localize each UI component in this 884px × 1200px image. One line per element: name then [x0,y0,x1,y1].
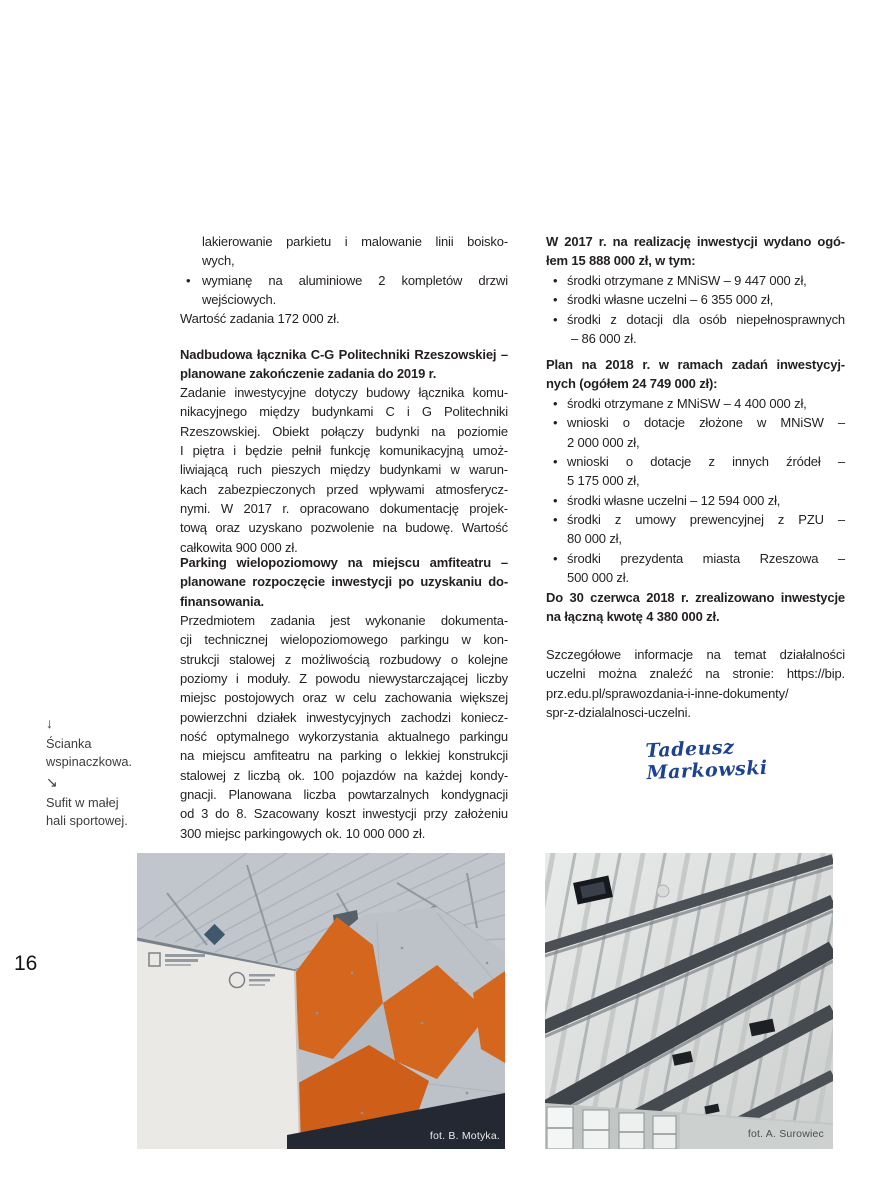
text-line: kach zabezpieczonych przed wpływami atmosferycz- [180,481,508,497]
bullet-text: środki własne uczelni – 6 355 000 zł, [567,292,774,308]
text-line: prz.edu.pl/sprawozdania-i-inne-dokumenty/ [546,685,789,701]
caption-line: Sufit w małej [46,795,119,810]
heading-line: Parking wielopoziomowy na miejscu amfiteatru – [180,555,508,570]
bullet-list-2018 [546,394,845,587]
bullet-text: środki z umowy prewencyjnej z PZU – [567,512,845,528]
text-line: nikacyjnego między budynkami C i G Politechniki [180,404,508,420]
text-line: ność optymalnego wykorzystania aktualnego parkingu [180,729,508,745]
heading-line: łem 15 888 000 zł, w tym: [546,253,696,269]
bullet-item [546,549,845,568]
left-column-intro [180,232,508,329]
text-line: od 3 do 8. Szacowany koszt inwestycji przy założeniu [180,806,508,822]
margin-caption-climbing-wall [46,714,164,771]
text-line: nymi. W 2017 r. opracowano dokumentację projek- [180,501,508,517]
bullet-marker: • [553,415,558,431]
climbing-wall-photo [137,853,505,1149]
text-line: spr-z-dzialalnosci-uczelni. [546,705,691,721]
text-line: liwiającą ruch pieszych między budynkami w warun- [180,462,508,478]
text-line: gnacji. Planowana liczba powtarzalnych kondygnacji [180,787,508,803]
heading-spending-2017 [546,232,845,271]
text-line: na miejscu amfiteatru na parking o lekkiej konstrukcji [180,748,508,764]
text-line: Do 30 czerwca 2018 r. zrealizowano inwestycje [546,590,845,605]
heading-plan-2018 [546,355,845,394]
down-right-arrow-icon: ↘ [46,774,58,790]
bullet-marker: • [553,550,558,566]
bullet-item [546,452,845,471]
heading-line: nych (ogółem 24 749 000 zł): [546,376,718,392]
section-heading-nadbudowa [180,345,508,384]
bullet-text: środki otrzymane z MNiSW – 9 447 000 zł, [567,273,807,288]
text-line: poziomy i moduły. Z powodu niewystarczającej liczby [180,671,508,687]
section-heading-parking [180,553,508,611]
heading-line: planowane zakończenie zadania do 2019 r. [180,366,437,382]
text-line: I piętra i będzie pełnił funkcję komunikacyjną umoż- [180,443,508,459]
bullet-text: wnioski o dotacje z innych źródeł – [567,454,845,470]
bullet-item [546,491,845,510]
caption-line: Ścianka [46,736,92,751]
bullet-marker: • [553,492,558,508]
bullet-marker: • [553,311,558,327]
text-line: 300 miejsc parkingowych ok. 10 000 000 zł. [180,825,426,841]
bullet-item-continuation: – 86 000 zł. [571,331,637,347]
text-line: Wartość zadania 172 000 zł. [180,311,340,327]
down-arrow-icon: ↓ [46,715,53,731]
photo-credit: fot. B. Motyka. [429,1130,500,1142]
bullet-text: wymianę na aluminiowe 2 kompletów drzwi [202,272,508,288]
text-line: strukcji stalowej z możliwością rozbudowy o kolejne [180,651,508,667]
text-line: uczelni można znaleźć na stronie: https://bip. [546,666,845,682]
text-line: stalowej z liczbą ok. 100 pojazdów na każdej kondy- [180,767,508,783]
signature: Tadeusz Markowski [645,736,769,785]
text-line: Szczegółowe informacje na temat działalności [546,647,845,662]
text-line: Przedmiotem zadania jest wykonanie dokumenta- [180,613,508,628]
page-number: 16 [14,952,38,975]
bullet-text: wnioski o dotacje złożone w MNiSW – [567,415,845,431]
bullet-item [546,271,845,290]
bullet-item [546,510,845,529]
text-line: cji technicznej wielopoziomowego parkingu w kon- [180,632,508,648]
bullet-text: środki otrzymane z MNiSW – 4 400 000 zł, [567,396,807,411]
bullet-text: środki własne uczelni – 12 594 000 zł, [567,492,781,508]
heading-line: Plan na 2018 r. w ramach zadań inwestycyj- [546,357,845,372]
text-line: wych, [202,253,235,269]
bullet-item [546,413,845,432]
bullet-item [180,271,508,290]
caption-line: wspinaczkowa. [46,754,133,769]
bullet-text: środki z dotacji dla osób niepełnosprawnych [567,311,845,327]
bullet-marker: • [553,292,558,308]
paragraph-parking [180,611,508,843]
bullet-text: środki prezydenta miasta Rzeszowa – [567,550,845,566]
text-line: tową oraz uzyskano pozwolenie na budowę. Wartość [180,520,508,536]
caption-line: hali sportowej. [46,813,128,828]
paragraph-more-info [546,645,845,722]
heading-line: Nadbudowa łącznika C-G Politechniki Rzeszowskiej – [180,347,508,362]
heading-line: planowane rozpoczęcie inwestycji po uzyskaniu do- [180,574,508,590]
bullet-list-2017 [546,271,845,348]
bullet-item-continuation: 80 000 zł, [567,531,622,547]
margin-caption-ceiling [46,773,164,830]
paragraph-nadbudowa [180,383,508,557]
photo-credit: fot. A. Surowiec [747,1128,824,1140]
bullet-marker: • [553,396,558,411]
bullet-item-continuation: 5 175 000 zł, [567,473,640,489]
text-line: na łączną kwotę 4 380 000 zł. [546,609,720,625]
bullet-item [546,394,845,413]
bullet-marker: • [553,273,558,288]
heading-line: finansowania. [180,593,265,609]
sports-hall-ceiling-photo [545,853,833,1149]
ceiling-illustration [545,853,833,1149]
text-line: miejsc postojowych oraz w celu zachowania większej [180,690,508,706]
text-line: powierzchni działek inwestycyjnych zachodzi koniecz- [180,709,508,725]
bullet-item [546,290,845,309]
bullet-marker: • [553,512,558,528]
text-line: Rzeszowskiej. Obiekt połączy budynki na poziomie [180,423,508,439]
text-line: całkowita 900 000 zł. [180,539,298,555]
text-line: lakierowanie parkietu i malowanie linii boisko- [202,234,508,249]
text-line: Zadanie inwestycyjne dotyczy budowy łącznika komu- [180,385,508,400]
bullet-item-continuation: 500 000 zł. [567,570,629,586]
paragraph-realized-2018 [546,588,845,627]
climbing-wall-illustration [137,853,505,1149]
bullet-item [546,310,845,329]
bullet-marker: • [553,454,558,470]
bullet-item-continuation: 2 000 000 zł, [567,434,640,450]
bullet-marker: • [186,272,191,288]
text-line: wejściowych. [202,292,277,308]
heading-line: W 2017 r. na realizację inwestycji wydano ogó- [546,234,845,249]
